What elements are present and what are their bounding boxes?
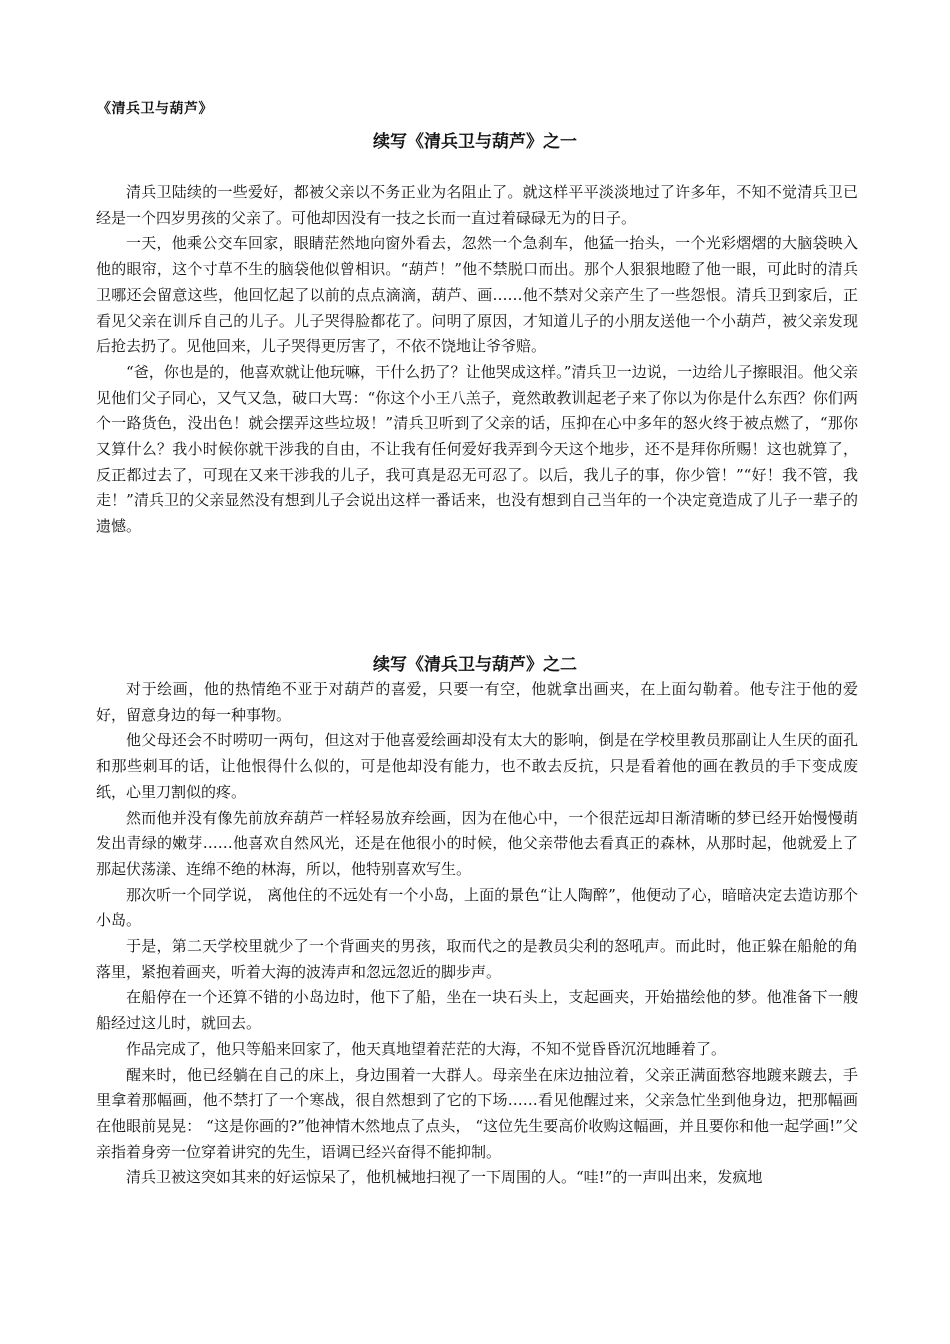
paragraph: 在船停在一个还算不错的小岛边时，他下了船，坐在一块石头上，支起画夹，开始描绘他的梦。他准备下一艘船经过这儿时，就回去。	[96, 988, 858, 1033]
paragraph: 对于绘画，他的热情绝不亚于对葫芦的喜爱，只要一有空，他就拿出画夹，在上面勾勒着。他专注于他的爱好，留意身边的每一种事物。	[96, 680, 858, 724]
section-body-2	[96, 677, 858, 1191]
section-heading-1: 续写《清兵卫与葫芦》之一	[373, 132, 577, 152]
section-heading-2: 续写《清兵卫与葫芦》之二	[373, 655, 577, 675]
paragraph: 一天，他乘公交车回家，眼睛茫然地向窗外看去，忽然一个急刹车，他猛一抬头，一个光彩熠熠的大脑袋映入他的眼帘，这个寸草不生的脑袋他似曾相识。“葫芦！”他不禁脱口而出。那个人狠狠地瞪了他一眼，可此时的清兵卫哪还会留意这些，他回忆起了以前的点点滴滴，葫芦、画……他不禁对父亲产生了一些怨恨。清兵卫到家后，正看见父亲在训斥自己的儿子。儿子哭得脸都花了。问明了原因，才知道儿子的小朋友送他一个小葫芦，被父亲发现后抢去扔了。见他回来，儿子哭得更厉害了，不依不饶地让爷爷赔。	[96, 234, 858, 356]
paragraph: 清兵卫被这突如其来的好运惊呆了，他机械地扫视了一下周围的人。“哇!”的一声叫出来，发疯地	[126, 1168, 763, 1187]
paragraph: 然而他并没有像先前放弃葫芦一样轻易放弃绘画，因为在他心中，一个很茫远却日渐清晰的梦已经开始慢慢萌发出青绿的嫩芽……他喜欢自然风光，还是在他很小的时候，他父亲带他去看真正的森林，从那时起，他就爱上了那起伏荡漾、连绵不绝的林海，所以，他特别喜欢写生。	[96, 808, 858, 878]
paragraph: 他父母还会不时唠叨一两句，但这对于他喜爱绘画却没有太大的影响，倒是在学校里教员那副让人生厌的面孔和那些刺耳的话，让他恨得什么似的，可是他却没有能力，也不敢去反抗，只是看着他的画在教员的手下变成废纸，心里刀割似的疼。	[96, 731, 858, 801]
paragraph: “爸，你也是的，他喜欢就让他玩嘛，干什么扔了？让他哭成这样。”清兵卫一边说，一边给儿子擦眼泪。他父亲见他们父子同心，又气又急，破口大骂：“你这个小王八羔子，竟然敢教训起老子来了你以为你是什么东西？你们两个一路货色，没出色！就会摆弄这些垃圾！”清兵卫听到了父亲的话，压抑在心中多年的怒火终于被点燃了，“那你又算什么？我小时候你就干涉我的自由，不让我有任何爱好我弄到今天这个地步，还不是拜你所赐！这也就算了，反正都过去了，可现在又来干涉我的儿子，我可真是忍无可忍了。以后，我儿子的事，你少管！”“好！我不管，我走！”清兵卫的父亲显然没有想到儿子会说出这样一番话来，也没有想到自己当年的一个决定竟造成了儿子一辈子的遗憾。	[96, 362, 858, 536]
paragraph: 作品完成了，他只等船来回家了，他天真地望着茫茫的大海，不知不觉昏昏沉沉地睡着了。	[126, 1039, 727, 1058]
paragraph: 于是，第二天学校里就少了一个背画夹的男孩，取而代之的是教员尖利的怒吼声。而此时，他正躲在船舱的角落里，紧抱着画夹，听着大海的波涛声和忽远忽近的脚步声。	[96, 937, 858, 981]
section-body-1	[96, 180, 858, 540]
paragraph: 那次听一个同学说， 离他住的不远处有一个小岛，上面的景色“让人陶醉”，他便动了心，暗暗决定去造访那个小岛。	[96, 885, 858, 930]
paragraph: 醒来时，他已经躺在自己的床上，身边围着一大群人。母亲坐在床边抽泣着，父亲正满面愁容地踱来踱去，手里拿着那幅画，他不禁打了一个寒战，很自然想到了它的下场……看见他醒过来，父亲急忙坐到他身边，把那幅画在他眼前晃晃： “这是你画的?”他神情木然地点了点头， “这位先生要高价收购这幅画，并且要你和他一起学画!”父亲指着身旁一位穿着讲究的先生，语调已经兴奋得不能抑制。	[96, 1065, 858, 1161]
paragraph: 清兵卫陆续的一些爱好，都被父亲以不务正业为名阻止了。就这样平平淡淡地过了许多年，不知不觉清兵卫已经是一个四岁男孩的父亲了。可他却因没有一技之长而一直过着碌碌无为的日子。	[96, 183, 858, 227]
document-title: 《清兵卫与葫芦》	[97, 101, 213, 117]
